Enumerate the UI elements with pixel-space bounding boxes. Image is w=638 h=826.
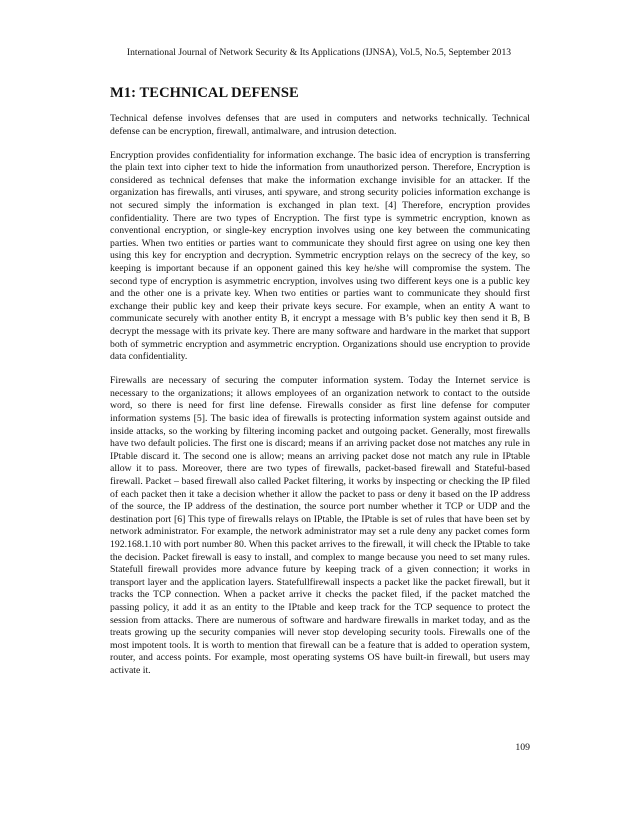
- paragraph-technical-defense-intro: Technical defense involves defenses that are used in computers and networks technically. Technical defense can be encryption, firewall, antimalware, and intrusion detection.: [110, 113, 530, 137]
- section-title: M1: TECHNICAL DEFENSE: [110, 85, 299, 101]
- running-header: International Journal of Network Security & Its Applications (IJNSA), Vol.5, No.5, September 2013: [126, 47, 512, 58]
- body-text: [110, 113, 530, 689]
- paragraph-firewalls: Firewalls are necessary of securing the computer information system. Today the Internet service is necessary to the organizations; it allows employees of an organization network to contact to the outside word, so there is need for first line defense. Firewalls consider as first line defense for computer information systems [5]. The basic idea of firewalls is protecting information system against outside and inside attacks, so the working by filtering incoming packet and outgoing packet. Generally, most firewalls have two default policies. The first one is discard; means if an arriving packet dose not matches any rule in IPtable discard it. The second one is allow; means an arriving packet dose not match any rule in IPtable allow it to pass. Moreover, there are two types of firewalls, packet-based firewall and Stateful-based firewall. Packet – based firewall also called Packet filtering, it works by inspecting or checking the IP filed of each packet then it take a decision whether it allow the packet to pass or deny it based on the IP address of the source, the IP address of the destination, the source port number whether it TCP or UDP and the destination port [6] This type of firewalls relays on IPtable, the IPtable is set of rules that have been set by network administrator. For example, the network administrator may set a rule deny any packet comes form 192.168.1.10 with port number 80. When this packet arrives to the firewall, it will check the IPtable to take the decision. Packet firewall is easy to install, and complex to mange because you need to set many rules. Statefull firewall provides more advance future by keeping track of a given connection; it works in transport layer and the application layers. Statefullfirewall inspects a packet like the packet firewall, but it tracks the TCP connection. When a packet arrive it checks the packet filed, if the packet matched the passing policy, it add it as an entity to the IPtable and keep track for the TCP sequence to protect the session from attacks. There are numerous of software and hardware firewalls in market today, and as the treats growing up the security companies will never stop developing security tools. Firewalls one of the most impotent tools. It is worth to mention that firewall can be a feature that is added to operation system, router, and access points. For example, most operating systems OS have built-in firewall, but users may activate it.: [110, 375, 530, 676]
- page-number: 109: [515, 742, 530, 753]
- paragraph-encryption: Encryption provides confidentiality for information exchange. The basic idea of encryption is transferring the plain text into cipher text to hide the information from unauthorized person. Therefore, Encryption is considered as technical defenses that make the information exchange invisible for an attacker. If the organization has firewalls, anti viruses, anti spyware, and strong security policies information exchange is not secured simply the information is exchanged in plan text. [4] Therefore, encryption provides confidentiality. There are two types of Encryption. The first type is symmetric encryption, known as conventional encryption, or single-key encryption involves using one key between the communicating parties. When two entities or parties want to communicate they should first agree on using one key then using this key for encryption and decryption. Symmetric encryption relays on the secrecy of the key, so keeping is important because if an opponent gained this key he/she will compromise the system. The second type of encryption is asymmetric encryption, involves using two different keys one is a public key and the other one is a private key. When two entities or parties want to communicate they should first exchange their public key and keep their private keys secure. For example, when an entity A want to communicate securely with another entity B, it encrypt a message with B’s public key then send it B, B decrypt the message with its private key. There are many software and hardware in the market that support both of symmetric encryption and asymmetric encryption. Organizations should use encryption to provide data confidentiality.: [110, 149, 530, 363]
